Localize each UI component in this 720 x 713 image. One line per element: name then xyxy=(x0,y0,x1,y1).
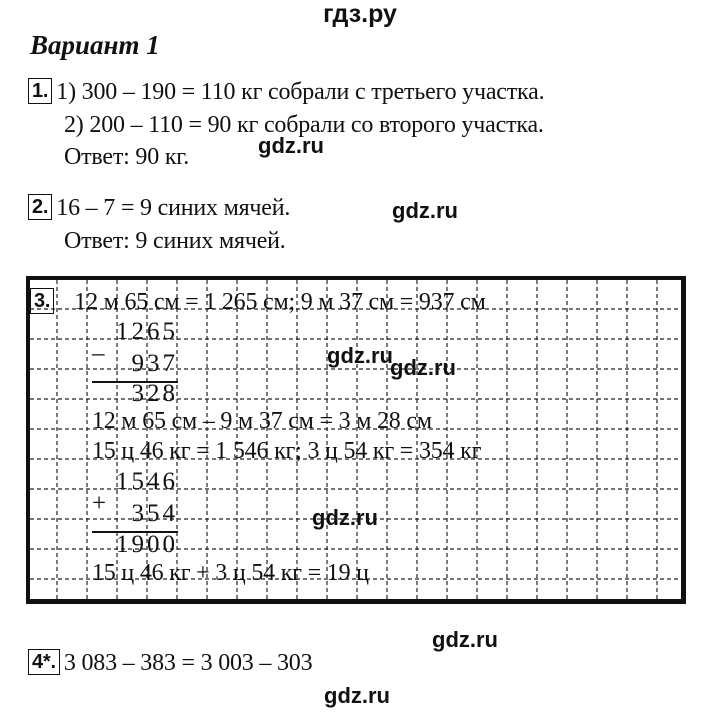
task-text: 16 – 7 = 9 синих мячей. xyxy=(56,195,291,221)
plus-sign: + xyxy=(92,490,110,517)
task-3-line-1 xyxy=(30,288,486,316)
watermark: gdz.ru xyxy=(324,683,390,708)
watermark: gdz.ru xyxy=(258,133,324,158)
subtraction-result: 328 xyxy=(131,380,178,407)
task-1-line-2: 2) 200 – 110 = 90 кг собрали со второго участка. xyxy=(64,112,544,138)
addition-result: 1900 xyxy=(116,531,178,558)
addition-addend-1: 1546 xyxy=(116,468,178,495)
subtraction-minuend: 1265 xyxy=(116,318,178,345)
task-2-answer: Ответ: 9 синих мячей. xyxy=(64,228,286,254)
task-number-badge: 1. xyxy=(28,78,52,104)
task-text: 1) 300 – 190 = 110 кг собрали с третьего участка. xyxy=(56,79,545,105)
task-number-badge: 3. xyxy=(30,288,54,314)
site-title: гдз.ру xyxy=(323,0,397,28)
addition-addend-2: 354 xyxy=(131,500,178,527)
task-number-badge: 4*. xyxy=(28,649,60,675)
task-3-line-3: 15 ц 46 кг = 1 546 кг; 3 ц 54 кг = 354 кг xyxy=(92,438,482,464)
watermark: gdz.ru xyxy=(392,198,458,223)
watermark: gdz.ru xyxy=(390,355,456,380)
task-3-line-4: 15 ц 46 кг + 3 ц 54 кг = 19 ц xyxy=(92,560,369,586)
task-1-line-1 xyxy=(28,78,544,106)
watermark: gdz.ru xyxy=(432,627,498,652)
watermark: gdz.ru xyxy=(327,343,393,368)
subtraction-subtrahend: 937 xyxy=(131,350,178,377)
task-number-badge: 2. xyxy=(28,194,52,220)
watermark: gdz.ru xyxy=(312,505,378,530)
task-text: 12 м 65 см = 1 265 см; 9 м 37 см = 937 см xyxy=(74,289,486,315)
task-text: 3 083 – 383 = 3 003 – 303 xyxy=(63,650,313,676)
task-1-answer: Ответ: 90 кг. xyxy=(64,144,190,170)
task-3-line-2: 12 м 65 см – 9 м 37 см = 3 м 28 см xyxy=(92,408,432,434)
minus-sign: – xyxy=(92,340,108,367)
task-4-line-1 xyxy=(28,649,312,677)
task-2-line-1 xyxy=(28,194,290,222)
variant-title: Вариант 1 xyxy=(30,30,160,60)
